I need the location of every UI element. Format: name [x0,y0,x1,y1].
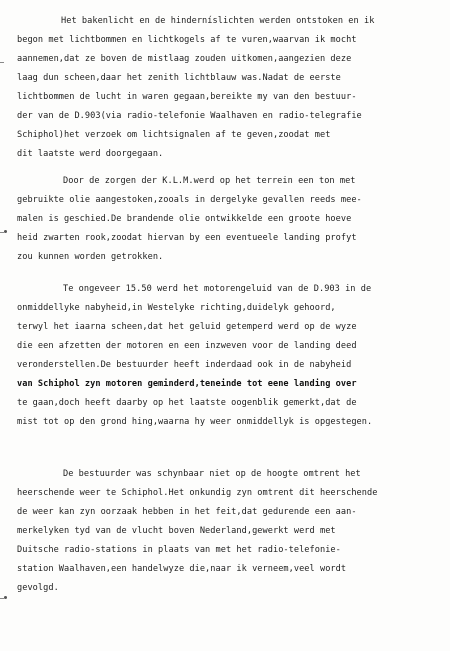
text-line: terwyl het iaarna scheen,dat het geluid getemperd werd op de wyze [17,322,357,332]
text-line: heid zwarten rook,zoodat hiervan by een eventueele landing profyt [17,233,357,243]
text-line: onmiddellyke nabyheid,in Westelyke richting,duidelyk gehoord, [17,303,336,313]
text-line: begon met lichtbommen en lichtkogels af te vuren,waarvan ik mocht [17,35,357,45]
text-line: mist tot op den grond hing,waarna hy weer onmiddellyk is opgestegen. [17,417,373,427]
text-line: gebruikte olie aangestoken,zooals in dergelyke gevallen reeds mee- [17,195,362,205]
text-line: gevolgd. [17,583,59,593]
text-line: die een afzetten der motoren en een inzweven voor de landing deed [17,341,357,351]
text-line: De bestuurder was schynbaar niet op de hoogte omtrent het [63,469,361,479]
text-line: de weer kan zyn oorzaak hebben in het feit,dat gedurende een aan- [17,507,357,517]
text-line: van Schiphol zyn motoren geminderd,teneinde tot eene landing over [17,379,357,389]
text-line: malen is geschied.De brandende olie ontwikkelde een groote hoeve [17,214,352,224]
margin-dot-mark [4,596,7,599]
text-line: Schiphol)het verzoek om lichtsignalen af te geven,zoodat met [17,130,331,140]
text-line: veronderstellen.De bestuurder heeft inderdaad ook in de nabyheid [17,360,352,370]
page-edge-mark [0,62,4,63]
text-line: Duitsche radio-stations in plaats van met het radio-telefonie- [17,545,341,555]
text-line: aannemen,dat ze boven de mistlaag zouden uitkomen,aangezien deze [17,54,352,64]
text-line: laag dun scheen,daar het zenith lichtblauw was.Nadat de eerste [17,73,341,83]
text-line: Het bakenlicht en de hinderníslichten werden ontstoken en ik [61,16,375,26]
text-line: der van de D.903(via radio-telefonie Waalhaven en radio-telegrafie [17,111,362,121]
text-line: zou kunnen worden getrokken. [17,252,164,262]
text-line: merkelyken tyd van de vlucht boven Nederland,gewerkt werd met [17,526,336,536]
text-line: station Waalhaven,een handelwyze die,naar ik verneem,veel wordt [17,564,347,574]
text-line: lichtbommen de lucht in waren gegaan,bereikte my van den bestuur- [17,92,357,102]
text-line: te gaan,doch heeft daarby op het laatste oogenblik gemerkt,dat de [17,398,357,408]
text-line: heerschende weer te Schiphol.Het onkundig zyn omtrent dit heerschende [17,488,378,498]
text-line: Door de zorgen der K.L.M.werd op het terrein een ton met [63,176,356,186]
text-line: dit laatste werd doorgegaan. [17,149,164,159]
text-line: Te ongeveer 15.50 werd het motorengeluid van de D.903 in de [63,284,372,294]
margin-dot-mark [4,230,7,233]
